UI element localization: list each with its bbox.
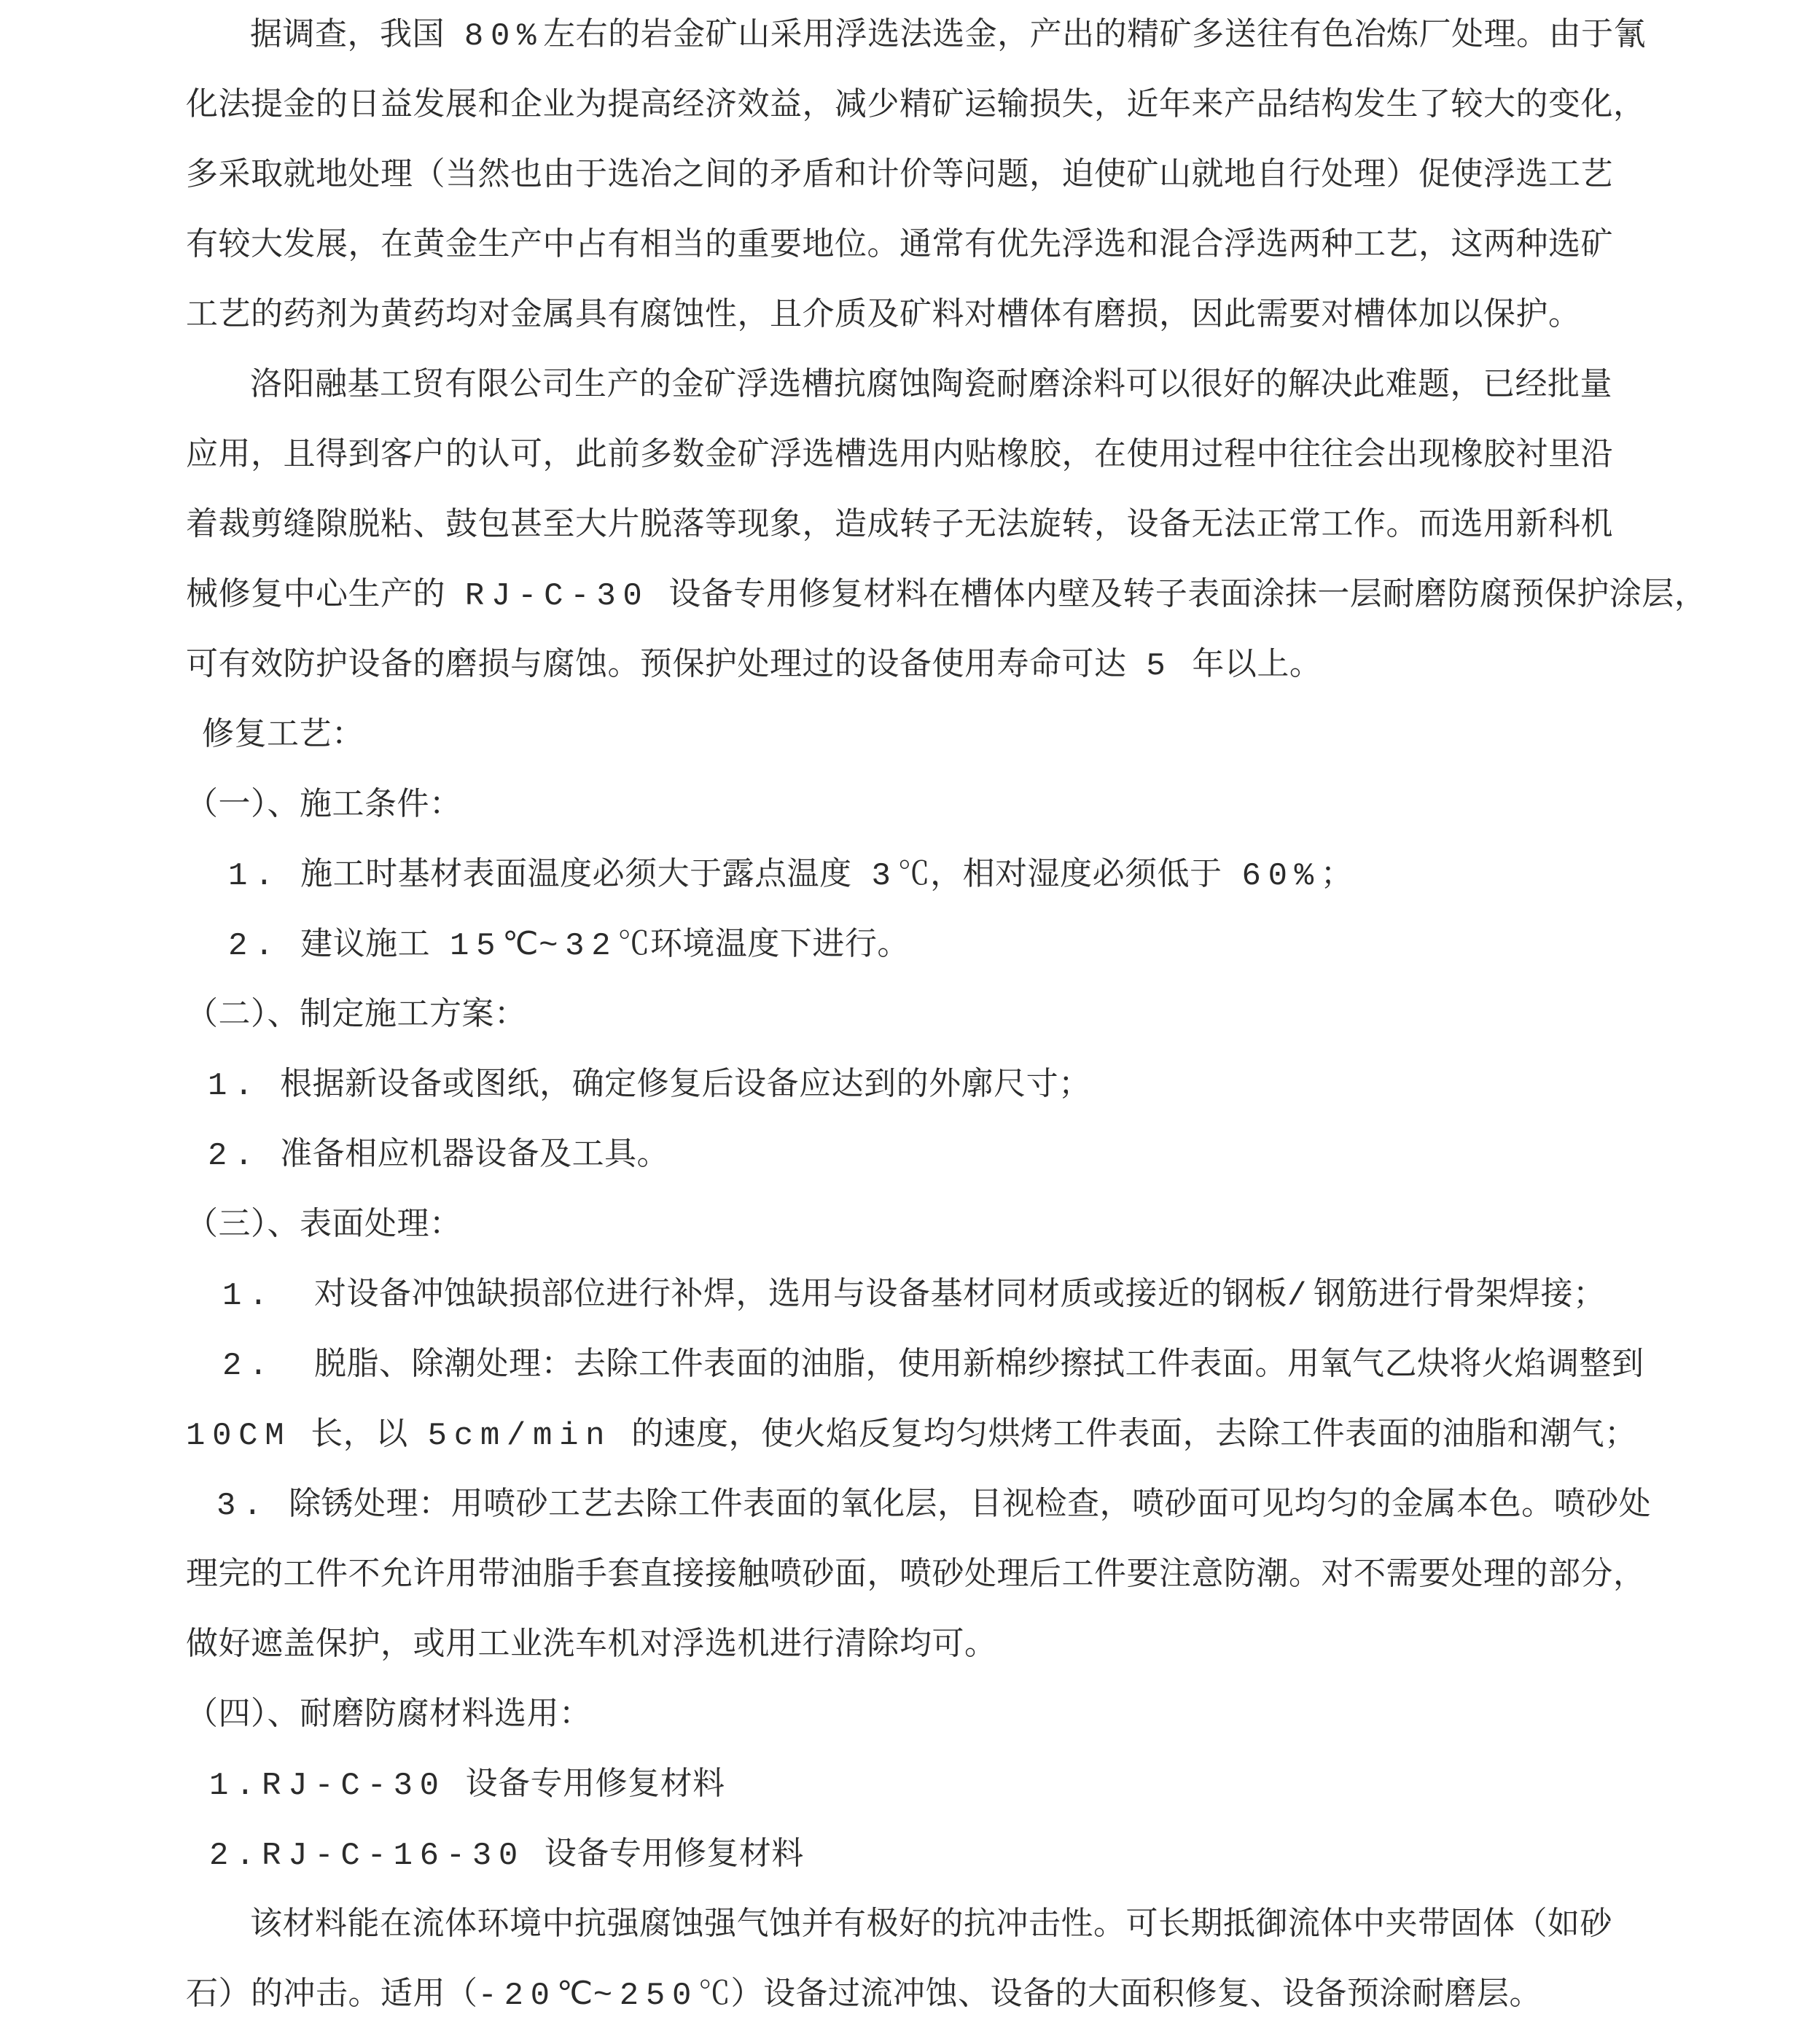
latin-run: 5 [1146,648,1173,684]
text-line: 理完的工件不允许用带油脂手套直接接触喷砂面，喷砂处理后工件要注意防潮。对不需要处理的部分， [186,1558,1646,1594]
text-line: 1. 根据新设备或图纸，确定修复后设备应达到的外廓尺寸； [208,1068,1091,1104]
latin-run: 2. [222,1348,276,1384]
text-line: 工艺的药剂为黄药均对金属具有腐蚀性，且介质及矿料对槽体有磨损，因此需要对槽体加以保护。 [186,298,1581,335]
latin-run: 15 [449,928,503,964]
latin-run: 1. [228,858,281,894]
text-line: 2. 准备相应机器设备及工具。 [208,1138,670,1174]
latin-run: 1. [208,1068,261,1104]
latin-run: 2.RJ-C-16-30 [209,1838,526,1874]
text-line: 可有效防护设备的磨损与腐蚀。预保护处理过的设备使用寿命可达 5 年以上。 [186,648,1322,684]
text-line: 据调查，我国 80%左右的岩金矿山采用浮选法选金，产出的精矿多送往有色冶炼厂处理。由于氰 [250,18,1647,55]
latin-run: 1. [222,1278,276,1314]
latin-run: ~32 [539,928,618,964]
text-line: 1.RJ-C-30 设备专用修复材料 [209,1768,725,1804]
latin-run: 3. [216,1488,270,1524]
text-line: 10CM 长，以 5cm/min 的速度，使火焰反复均匀烘烤工件表面，去除工件表面的油脂和潮气； [186,1418,1637,1454]
text-line: 石）的冲击。适用（-20℃~250℃）设备过流冲蚀、设备的大面积修复、设备预涂耐磨层。 [186,1978,1542,2014]
text-line: 该材料能在流体环境中抗强腐蚀强气蚀并有极好的抗冲击性。可长期抵御流体中夹带固体（如砂 [250,1908,1612,1944]
text-line: 3. 除锈处理：用喷砂工艺去除工件表面的氧化层，目视检查，喷砂面可见均匀的金属本色。喷砂处 [216,1488,1652,1524]
text-line: 2.RJ-C-16-30 设备专用修复材料 [209,1838,804,1874]
latin-run: 60% [1241,858,1321,894]
text-line: 2. 建议施工 15℃~32℃环境温度下进行。 [228,928,910,964]
latin-run: 80% [464,18,544,55]
latin-run: ~250 [593,1978,699,2014]
text-line: （二）、制定施工方案： [186,998,527,1034]
text-line: 做好遮盖保护，或用工业洗车机对浮选机进行清除均可。 [186,1628,997,1664]
latin-run: 10CM [186,1418,292,1454]
text-line: 2. 脱脂、除潮处理：去除工件表面的油脂，使用新棉纱擦拭工件表面。用氧气乙炔将火焰调整到 [222,1348,1644,1384]
latin-run: 5cm/min [427,1418,612,1454]
latin-run: RJ-C-30 [464,578,649,615]
document-body [186,1,1749,2031]
text-line: （四）、耐磨防腐材料选用： [186,1698,592,1734]
latin-run: 2. [228,928,281,964]
latin-run: 2. [208,1138,261,1174]
text-line: 修复工艺： [202,718,364,754]
latin-run: 1.RJ-C-30 [209,1768,446,1804]
text-line: 化法提金的日益发展和企业为提高经济效益，减少精矿运输损失，近年来产品结构发生了较大的变化， [186,88,1646,125]
text-line: （三）、表面处理： [186,1208,462,1244]
text-line: 有较大发展，在黄金生产中占有相当的重要地位。通常有优先浮选和混合浮选两种工艺，这两种选矿 [186,228,1613,265]
latin-run: -20 [477,1978,557,2014]
text-line: 应用，且得到客户的认可，此前多数金矿浮选槽选用内贴橡胶，在使用过程中往往会出现橡胶衬里沿 [186,438,1613,475]
text-line: （一）、施工条件： [186,788,462,824]
latin-run: 3 [871,858,898,894]
text-line: 着裁剪缝隙脱粘、鼓包甚至大片脱落等现象，造成转子无法旋转，设备无法正常工作。而选用新科机 [186,508,1613,545]
text-line: 1. 对设备冲蚀缺损部位进行补焊，选用与设备基材同材质或接近的钢板/钢筋进行骨架焊接； [222,1278,1606,1314]
latin-run: / [1287,1278,1314,1314]
text-line: 械修复中心生产的 RJ-C-30 设备专用修复材料在槽体内壁及转子表面涂抹一层耐磨防腐预保护涂层， [186,578,1707,615]
text-line: 多采取就地处理（当然也由于选冶之间的矛盾和计价等问题，迫使矿山就地自行处理）促使浮选工艺 [186,158,1613,195]
text-line: 1. 施工时基材表面温度必须大于露点温度 3℃，相对湿度必须低于 60%； [228,858,1354,894]
text-line: 洛阳融基工贸有限公司生产的金矿浮选槽抗腐蚀陶瓷耐磨涂料可以很好的解决此难题，已经批量 [250,368,1612,405]
